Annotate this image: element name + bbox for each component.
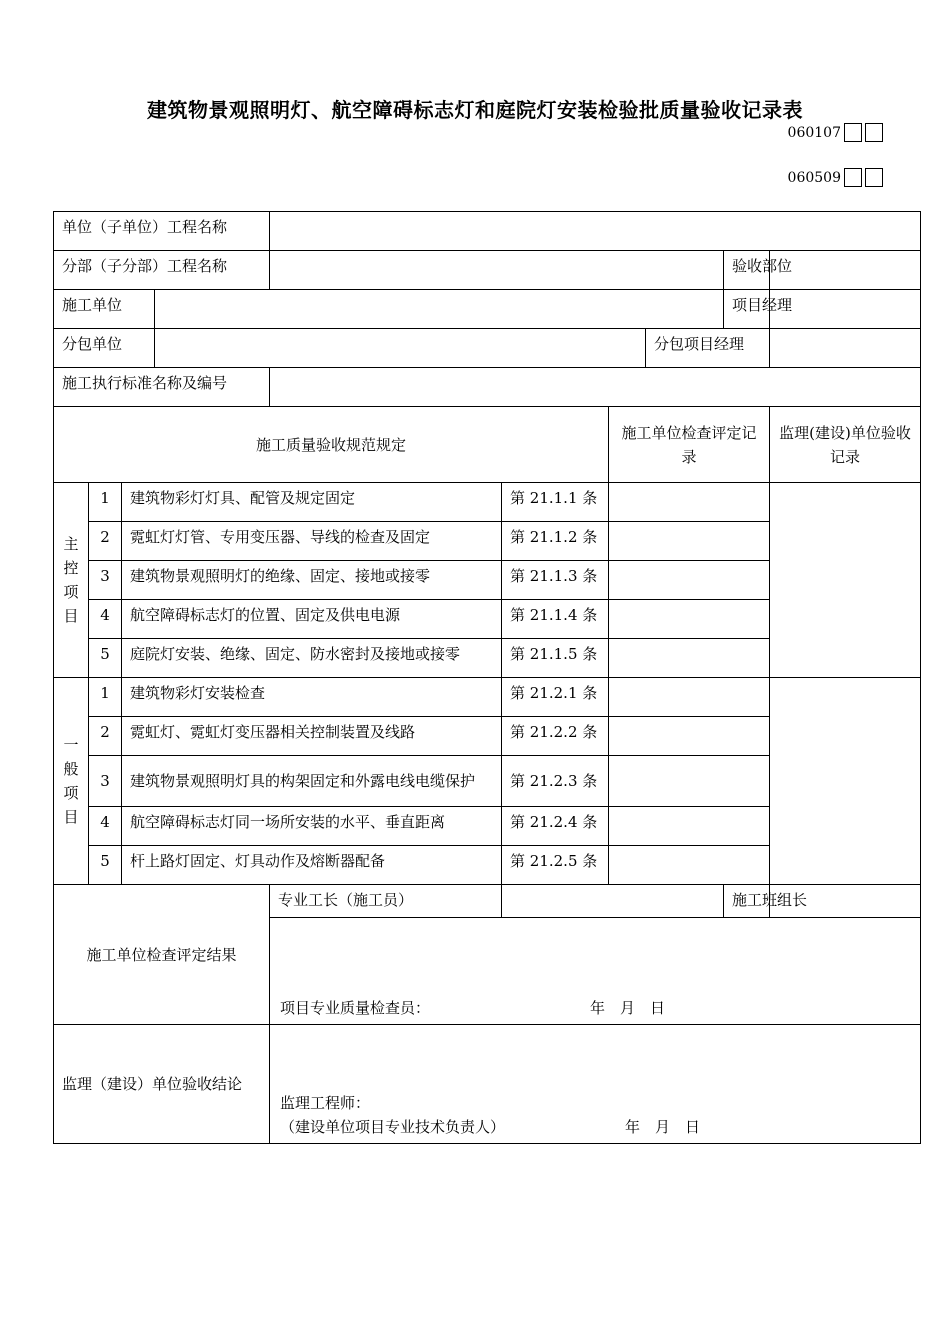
result-signature-area[interactable] [270,918,921,1025]
item-text: 建筑物彩灯安装检查 [122,678,502,717]
item-clause: 第 21.2.5 条 [502,846,609,885]
label-subcontract-unit: 分包单位 [54,329,155,368]
column-spec: 施工质量验收规范规定 [54,407,609,483]
item-clause: 第 21.2.3 条 [502,756,609,807]
item-clause: 第 21.1.5 条 [502,639,609,678]
check-record-cell[interactable] [609,846,770,885]
item-clause: 第 21.1.2 条 [502,522,609,561]
inspector-line [280,996,665,1020]
item-clause: 第 21.1.1 条 [502,483,609,522]
code-checkbox[interactable] [865,123,883,142]
form-code-text: 060509 [787,169,841,186]
check-record-cell[interactable] [609,678,770,717]
engineer-block [280,1091,700,1139]
field-subcontract-unit[interactable] [155,329,646,368]
check-record-cell[interactable] [609,522,770,561]
foreman-field[interactable] [502,885,724,918]
column-header-row [54,407,921,483]
check-record-cell[interactable] [609,639,770,678]
field-unit-project[interactable] [270,212,921,251]
general-items-label: 一般项目 [54,678,89,885]
conclusion-date: 年 月 日 [625,1118,701,1136]
field-project-manager[interactable] [770,290,921,329]
item-text: 建筑物景观照明灯的绝缘、固定、接地或接零 [122,561,502,600]
general-item-row [54,678,921,717]
row-subcontract-unit [54,329,921,368]
conclusion-label: 监理（建设）单位验收结论 [54,1025,270,1144]
item-number: 2 [89,522,122,561]
item-clause: 第 21.2.1 条 [502,678,609,717]
conclusion-signature-area[interactable] [270,1025,921,1144]
team-leader-label: 施工班组长 [724,885,770,918]
foreman-label: 专业工长（施工员） [270,885,502,918]
item-clause: 第 21.1.3 条 [502,561,609,600]
supervision-record-cell[interactable] [770,678,921,885]
form-code-2 [788,168,883,187]
item-clause: 第 21.2.2 条 [502,717,609,756]
item-text: 霓虹灯灯管、专用变压器、导线的检查及固定 [122,522,502,561]
acceptance-form-table [53,211,921,1144]
item-number: 3 [89,561,122,600]
check-record-cell[interactable] [609,807,770,846]
item-number: 1 [89,678,122,717]
item-number: 1 [89,483,122,522]
result-label: 施工单位检查评定结果 [54,885,270,1025]
row-sub-project [54,251,921,290]
main-item-row [54,483,921,522]
field-subcontract-manager[interactable] [770,329,921,368]
item-number: 4 [89,600,122,639]
item-text: 杆上路灯固定、灯具动作及熔断器配备 [122,846,502,885]
row-construction-unit [54,290,921,329]
column-check-record: 施工单位检查评定记录 [609,407,770,483]
page-title: 建筑物景观照明灯、航空障碍标志灯和庭院灯安装检验批质量验收记录表 [147,98,803,122]
label-sub-project: 分部（子分部）工程名称 [54,251,270,290]
conclusion-row [54,1025,921,1144]
item-number: 4 [89,807,122,846]
inspector-label: 项目专业质量检查员： [280,999,431,1017]
label-construction-unit: 施工单位 [54,290,155,329]
label-project-manager: 项目经理 [724,290,770,329]
label-subcontract-manager: 分包项目经理 [646,329,770,368]
check-record-cell[interactable] [609,561,770,600]
label-standard: 施工执行标准名称及编号 [54,368,270,407]
result-date: 年 月 日 [590,999,666,1017]
item-clause: 第 21.1.4 条 [502,600,609,639]
owner-label: （建设单位项目专业技术负责人） [280,1118,506,1136]
result-header-row [54,885,921,918]
main-items-label: 主控项目 [54,483,89,678]
field-construction-unit[interactable] [155,290,724,329]
engineer-label: 监理工程师： [280,1094,371,1112]
row-unit-project [54,212,921,251]
field-standard[interactable] [270,368,921,407]
supervision-record-cell[interactable] [770,483,921,678]
item-text: 霓虹灯、霓虹灯变压器相关控制装置及线路 [122,717,502,756]
item-number: 2 [89,717,122,756]
code-checkbox[interactable] [865,168,883,187]
check-record-cell[interactable] [609,756,770,807]
check-record-cell[interactable] [609,600,770,639]
check-record-cell[interactable] [609,717,770,756]
item-number: 5 [89,639,122,678]
item-clause: 第 21.2.4 条 [502,807,609,846]
item-text: 航空障碍标志灯同一场所安装的水平、垂直距离 [122,807,502,846]
item-number: 3 [89,756,122,807]
item-number: 5 [89,846,122,885]
column-supervision: 监理(建设)单位验收记录 [770,407,921,483]
code-checkbox[interactable] [844,123,862,142]
code-checkbox[interactable] [844,168,862,187]
label-acceptance-part: 验收部位 [724,251,770,290]
form-code-1 [788,123,883,142]
form-code-text: 060107 [787,124,841,141]
item-text: 建筑物景观照明灯具的构架固定和外露电线电缆保护 [122,756,502,807]
label-unit-project: 单位（子单位）工程名称 [54,212,270,251]
row-standard [54,368,921,407]
item-text: 庭院灯安装、绝缘、固定、防水密封及接地或接零 [122,639,502,678]
field-sub-project[interactable] [270,251,724,290]
item-text: 建筑物彩灯灯具、配管及规定固定 [122,483,502,522]
field-acceptance-part[interactable] [770,251,921,290]
check-record-cell[interactable] [609,483,770,522]
item-text: 航空障碍标志灯的位置、固定及供电电源 [122,600,502,639]
